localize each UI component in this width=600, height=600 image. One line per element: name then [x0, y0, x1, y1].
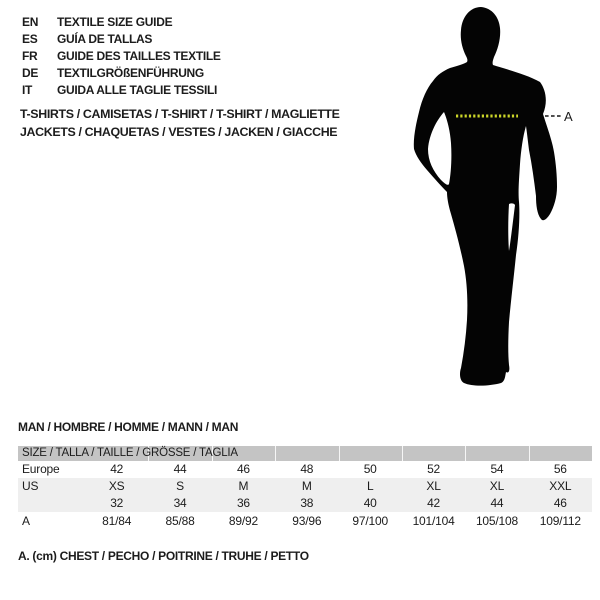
size-value-cell: 48 — [300, 462, 314, 476]
language-code: EN — [22, 15, 39, 29]
size-value-cell: 34 — [173, 496, 187, 510]
size-value-cell: 109/112 — [539, 514, 581, 528]
size-value-cell: 54 — [490, 462, 504, 476]
size-table-row — [18, 495, 592, 512]
size-value-cell: XL — [426, 479, 441, 493]
row-label: Europe — [22, 462, 60, 476]
size-value-cell: 50 — [363, 462, 377, 476]
size-table-body — [18, 461, 592, 530]
header-column-separator — [402, 446, 403, 461]
size-value-cell: 56 — [553, 462, 567, 476]
category-line: JACKETS / CHAQUETAS / VESTES / JACKEN / GIACCHE — [20, 124, 338, 139]
section-title: MAN / HOMBRE / HOMME / MANN / MAN — [18, 420, 239, 434]
size-table — [18, 446, 592, 530]
language-code: ES — [22, 32, 38, 46]
size-value-cell: 32 — [110, 496, 124, 510]
size-value-cell: 46 — [236, 462, 250, 476]
row-label: A — [22, 514, 30, 528]
size-table-row — [18, 461, 592, 478]
measurement-footnote: A. (cm) CHEST / PECHO / POITRINE / TRUHE / PETTO — [18, 549, 309, 563]
size-value-cell: 101/104 — [412, 514, 455, 528]
language-row — [22, 14, 221, 31]
size-value-cell: 97/100 — [352, 514, 388, 528]
language-row — [22, 82, 221, 99]
size-value-cell: 89/92 — [228, 514, 258, 528]
size-value-cell: XS — [108, 479, 125, 493]
language-list — [22, 14, 221, 99]
language-label: TEXTILGRÖßENFÜHRUNG — [57, 66, 204, 80]
row-label — [18, 495, 85, 512]
size-value-cell: 52 — [427, 462, 441, 476]
man-silhouette — [400, 0, 600, 430]
size-value-cell: 81/84 — [102, 514, 132, 528]
size-value-cell: 42 — [110, 462, 124, 476]
category-line: T-SHIRTS / CAMISETAS / T-SHIRT / T-SHIRT / MAGLIETTE — [20, 107, 340, 121]
header-column-separator — [275, 446, 276, 461]
size-value-cell: 105/108 — [475, 514, 518, 528]
category-list — [20, 106, 340, 141]
size-value-cell: XL — [489, 479, 505, 493]
language-label: GUIDA ALLE TAGLIE TESSILI — [57, 83, 218, 97]
language-label: GUIDE DES TAILLES TEXTILE — [57, 49, 221, 63]
size-value-cell: 36 — [236, 496, 250, 510]
measure-label-a: A — [564, 109, 573, 124]
language-code: FR — [22, 49, 38, 63]
language-label: TEXTILE SIZE GUIDE — [57, 15, 173, 29]
header-column-separator — [339, 446, 340, 461]
language-code: DE — [22, 66, 39, 80]
language-code: IT — [22, 83, 33, 97]
header-column-separator — [529, 446, 530, 461]
row-label: US — [22, 479, 39, 493]
language-row — [22, 31, 221, 48]
size-value-cell: 93/96 — [292, 514, 322, 528]
size-table-row — [18, 478, 592, 495]
size-value-cell: 44 — [173, 462, 187, 476]
size-value-cell: XXL — [549, 479, 572, 493]
size-table-row — [18, 512, 592, 530]
size-value-cell: 46 — [553, 496, 567, 510]
language-label: GUÍA DE TALLAS — [57, 32, 153, 46]
size-value-cell: M — [238, 479, 249, 493]
size-value-cell: M — [301, 479, 312, 493]
size-value-cell: 44 — [490, 496, 504, 510]
size-table-header-bar — [18, 446, 592, 461]
size-value-cell: 38 — [300, 496, 314, 510]
size-value-cell: S — [176, 479, 184, 493]
size-value-cell: L — [366, 479, 374, 493]
man-silhouette-shape — [414, 7, 557, 386]
header-column-separator — [465, 446, 466, 461]
size-value-cell: 42 — [427, 496, 441, 510]
size-value-cell: 85/88 — [165, 514, 195, 528]
language-row — [22, 65, 221, 82]
language-row — [22, 48, 221, 65]
size-value-cell: 40 — [363, 496, 377, 510]
size-table-header-label: SIZE / TALLA / TAILLE / GRÖSSE / TAGLIA — [22, 447, 238, 459]
